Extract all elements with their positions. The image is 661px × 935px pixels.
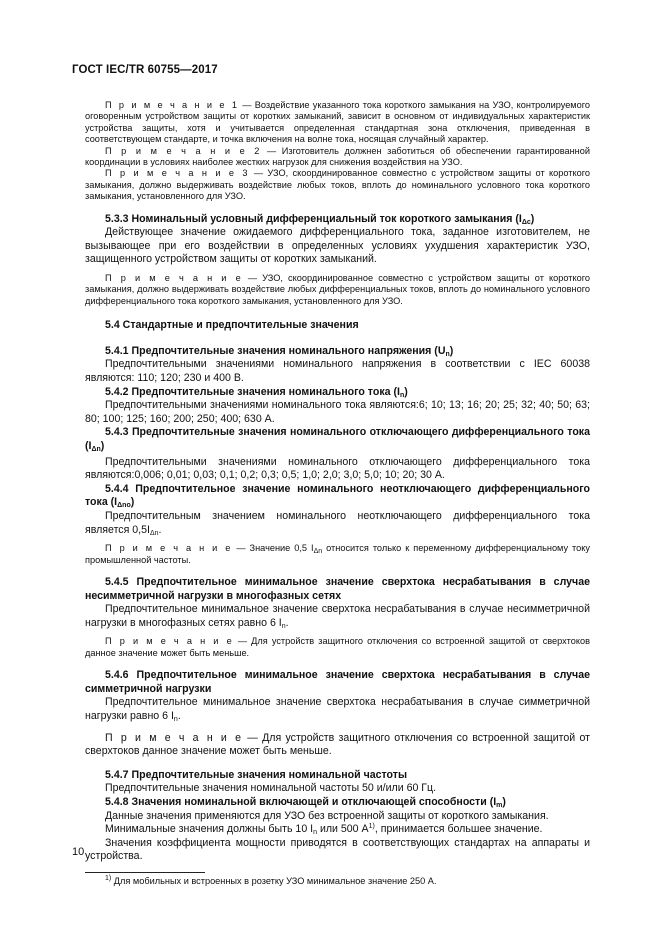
section-5-4-7-text: Предпочтительные значения номинальной частоты 50 и/или 60 Гц. [105,782,437,795]
note-1: П р и м е ч а н и е 1 — Воздействие указанного тока короткого замыкания на УЗО, контролируемого оговоренным устройством защиты от коротких замыканий, зависит в основном от индивидуальных характеристик устройства защиты, хотя и учитывается определенная стандартная зона отключения, приведенная в соответствующем стандарте, и точка включения на волне тока, носящая случайный характер. [85,100,590,145]
section-5-4-6-heading: 5.4.6 Предпочтительное минимальное значение сверхтока несрабатывания в случае симметричной нагрузки [85,669,590,695]
section-5-4-4-heading: 5.4.4 Предпочтительное значение номинального неотключающего дифференциального тока $(I_{\Delta no})$ [85,482,590,510]
section-5-4-2-heading: 5.4.2 Предпочтительные значения номинального тока $(I_n)$ [105,385,408,399]
section-5-4-7-heading: 5.4.7 Предпочтительные значения номинальной частоты [105,768,407,781]
note-3: П р и м е ч а н и е 3 — УЗО, скоординированное совместно с устройством защиты от короткого замыкания, должно выдерживать воздействие любых токов, вплоть до номинального условного тока короткого замыкания, установленного для УЗО. [85,168,590,202]
section-5-4-5-note: П р и м е ч а н и е — Для устройств защитного отключения со встроенной защитой от сверхтоков данное значение может быть меньше. [85,636,590,658]
section-5-4-1-heading: 5.4.1 Предпочтительные значения номинального напряжения $(U_n)$ [105,344,454,358]
section-5-4-3-text: Предпочтительными значениями номинального отключающего дифференциального тока являются:0,006; 0,01; 0,03; 0,1; 0,2; 0,3; 0,5; 1,0; 2,0; 3,0; 5,0; 10; 20; 30 А. [85,455,590,482]
section-5-3-3-note: П р и м е ч а н и е — УЗО, скоординированное совместно с устройством защиты от короткого замыкания, должно выдерживать воздействие любых дифференциальных токов, вплоть до номинального условного дифференциального тока короткого замыкания, установленного для УЗО. [85,273,590,306]
section-5-4-3-heading: 5.4.3 Предпочтительные значения номинального отключающего дифференциального тока $(I_{\Delta n})$ [85,426,590,453]
section-5-4-4-note: П р и м е ч а н и е — Значение 0,5 $I_{\Delta n}$ относится только к переменному дифференциальному току промышленной частоты. [85,543,590,565]
page-header: ГОСТ IEC/TR 60755—2017 [72,64,218,76]
note-2: П р и м е ч а н и е 2 — Изготовитель должнен заботиться об обеспечении гарантированной координации в условиях наиболее жестких нагрузок для снижения воздействия на УЗО. [85,145,590,168]
section-5-4-1-text: Предпочтительными значениями номинального напряжения в соответствии с IEC 60038 являются: 110; 120; 230 и 400 В. [85,358,590,385]
footnote: $^{1)}$ Для мобильных и встроенных в розетку УЗО минимальное значение 250 А. [105,874,437,886]
section-5-4-6-text: Предпочтительное минимальное значение сверхтока несрабатывания в случае симметричной нагрузки равно 6 $I_n$. [85,696,590,723]
section-5-3-3-heading: 5.3.3 Номинальный условный дифференциальный ток короткого замыкания $(I_{\Delta c})$ [105,212,535,226]
section-5-4-6-note: П р и м е ч а н и е — Для устройств защитного отключения со встроенной защитой от сверхтоков данное значение может быть меньше. [85,731,590,758]
section-5-3-3-text: Действующее значение ожидаемого дифференциального тока, заданное изготовителем, не вызывающее при его воздействии в определенных условиях ухудшения характеристик УЗО, защищенного устройством защиты от коротких замыканий. [85,226,590,266]
page-body [85,100,590,887]
section-5-4-5-heading: 5.4.5 Предпочтительное минимальное значение сверхтока несрабатывания в случае несимметричной нагрузки в многофазных сетях [85,575,590,602]
page-number: 10 [72,846,85,858]
footnote-divider [85,872,205,873]
section-5-4-5-text: Предпочтительное минимальное значение сверхтока несрабатывания в случае несимметричной нагрузки в многофазных сетях равно 6 $I_n$. [85,603,590,630]
section-5-4-heading: 5.4 Стандартные и предпочтительные значения [105,319,359,332]
section-5-4-8-text-3: Значения коэффициента мощности приводятся в соответствующих стандартах на аппараты и устройства. [85,836,590,863]
section-5-4-8-text-2: Минимальные значения должны быть 10 $I_n$ или 500 $А^{1)}$, принимается большее значение. [105,823,543,837]
section-5-4-8-heading: 5.4.8 Значения номинальной включающей и отключающей способности $(I_m)$ [105,795,506,809]
section-5-4-4-text: Предпочтительным значением номинального неотключающего дифференциального тока является $0,5I_{\Delta n}$. [85,509,590,537]
section-5-4-8-text-1: Данные значения применяются для УЗО без встроенной защиты от короткого замыкания. [105,809,549,822]
section-5-4-2-text: Предпочтительными значениями номинального тока являются:6; 10; 13; 16; 20; 25; 32; 40; 50; 63; 80; 100; 125; 160; 200; 250; 400; 630 А. [85,399,590,425]
